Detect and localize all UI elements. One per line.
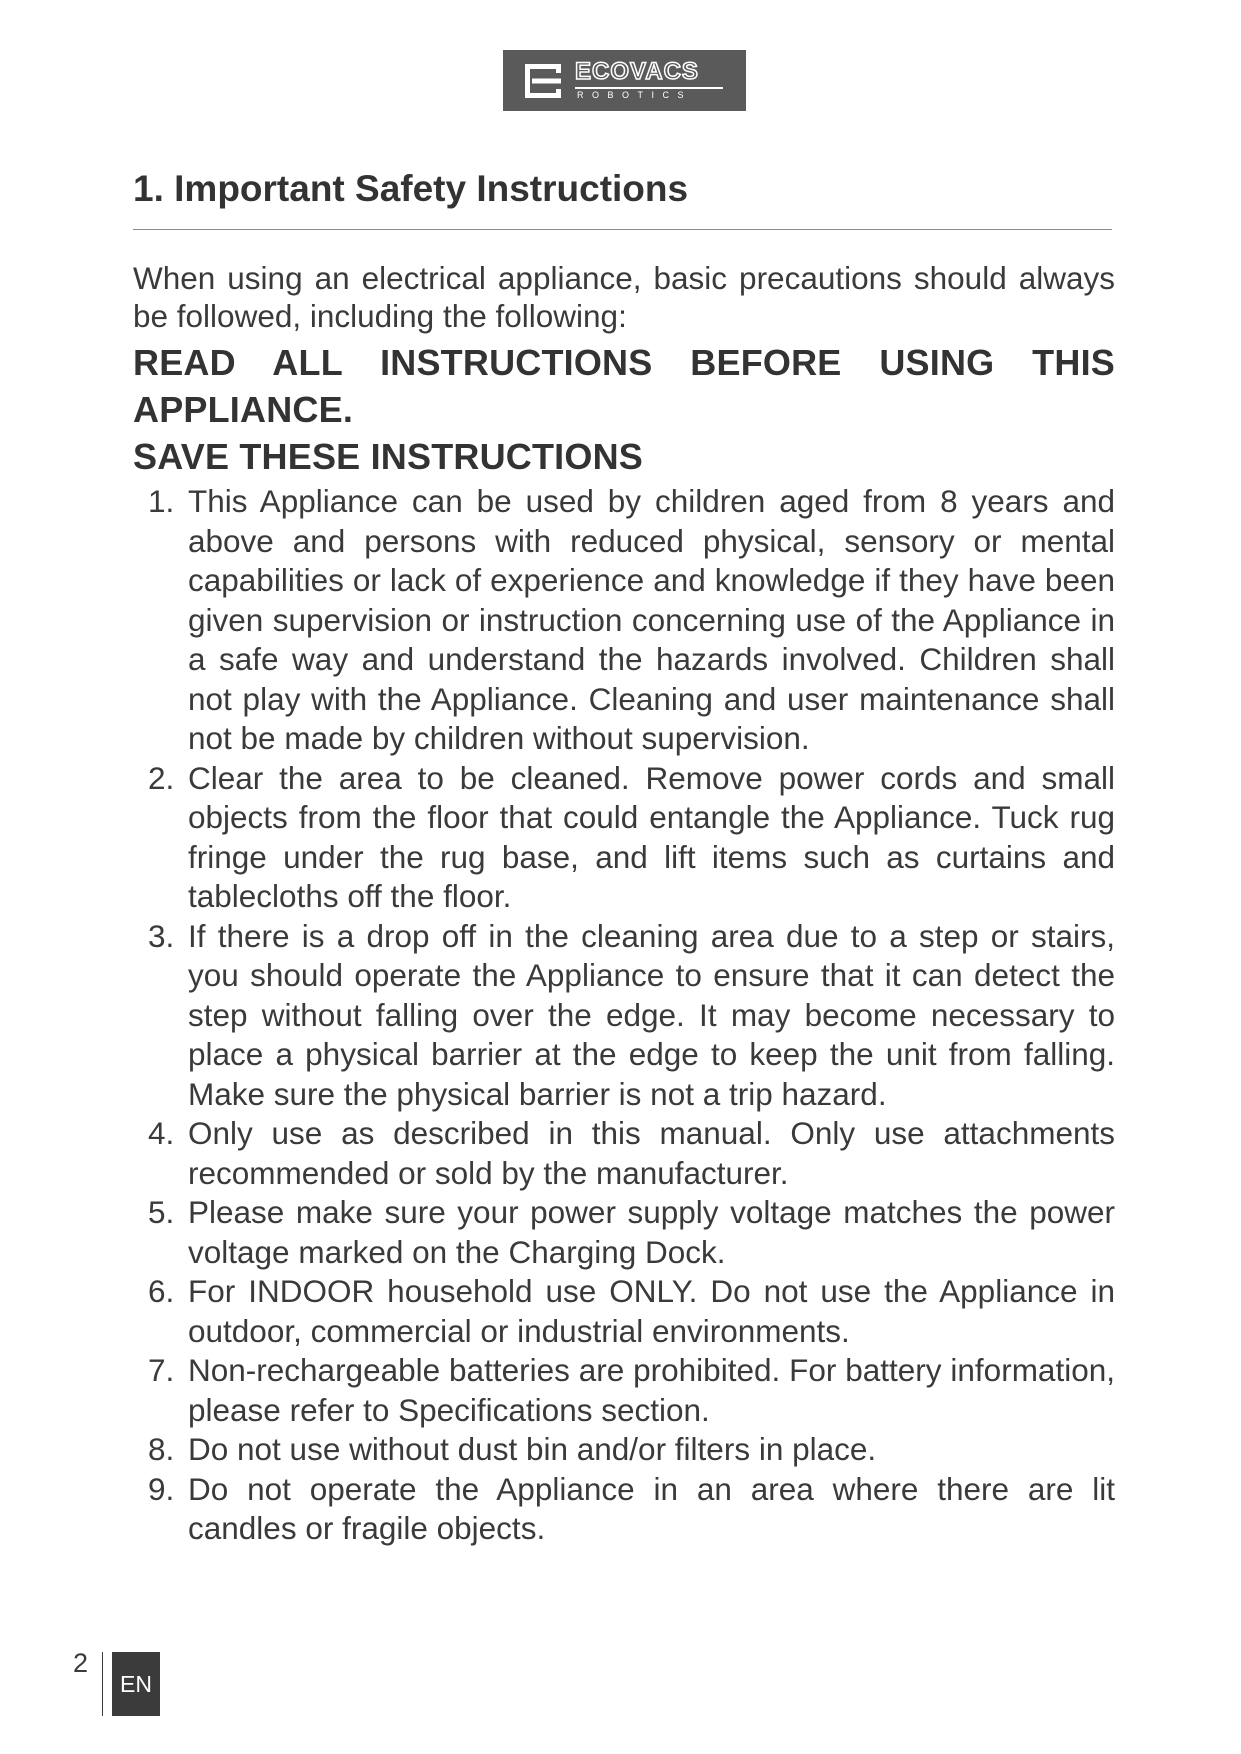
safety-content [133,259,1115,1549]
list-item [133,917,1115,1115]
title-divider [133,229,1112,230]
item-text: For INDOOR household use ONLY. Do not use the Appliance in outdoor, commercial or industrial environments. [188,1273,1115,1349]
save-instructions-notice: SAVE THESE INSTRUCTIONS [133,436,643,477]
item-text: Non-rechargeable batteries are prohibited. For battery information, please refer to Specifications section. [188,1352,1115,1428]
item-text: If there is a drop off in the cleaning area due to a step or stairs, you should operate the Appliance to ensure that it can detect the step without falling over the edge. It may become necessary to place a physical barrier at the edge to keep the unit from falling. Make sure the physical barrier is not a trip hazard. [188,917,1115,1112]
item-text: Clear the area to be cleaned. Remove power cords and small objects from the floor that could entangle the Appliance. Tuck rug fringe under the rug base, and lift items such as curtains and tablecloths off the floor. [188,759,1115,914]
logo-wordmark: ECOVACS [575,58,699,85]
item-number: 7. [148,1352,175,1388]
item-number: 2. [148,759,175,796]
item-text: This Appliance can be used by children aged from 8 years and above and persons with reduced physical, sensory or mental capabilities or lack of experience and knowledge if they have been given supervision or instruction concerning use of the Appliance in a safe way and understand the hazards involved. Children shall not play with the Appliance. Cleaning and user maintenance shall not be made by children without supervision. [188,483,1115,756]
logo-subtitle: ROBOTICS [577,90,693,100]
item-text: Please make sure your power supply voltage matches the power voltage marked on the Charging Dock. [188,1194,1115,1270]
item-number: 3. [148,917,175,954]
section-title: 1. Important Safety Instructions [133,168,689,209]
item-text: Do not use without dust bin and/or filters in place. [188,1431,877,1467]
list-item [133,1272,1115,1351]
list-item [133,1430,1115,1470]
item-number: 6. [148,1273,175,1309]
list-item [133,1193,1115,1272]
list-item [133,1470,1115,1549]
item-number: 8. [148,1431,175,1467]
language-badge: EN [112,1652,160,1716]
safety-instructions-list [133,482,1115,1549]
item-number: 9. [148,1470,175,1507]
logo-divider [575,87,723,89]
item-number: 4. [148,1115,175,1151]
page-number: 2 [73,1648,89,1678]
item-number: 1. [148,483,175,519]
list-item [133,482,1115,759]
ecovacs-logo [503,50,746,111]
intro-paragraph: When using an electrical appliance, basic precautions should always be followed, including the following: [133,260,1115,334]
list-item [133,1114,1115,1193]
list-item [133,759,1115,917]
read-instructions-notice: READ ALL INSTRUCTIONS BEFORE USING THIS APPLIANCE. [133,342,1115,430]
item-text: Only use as described in this manual. Only use attachments recommended or sold by the manufacturer. [188,1115,1115,1191]
item-text: Do not operate the Appliance in an area where there are lit candles or fragile objects. [188,1470,1115,1546]
item-number: 5. [148,1194,175,1230]
list-item [133,1351,1115,1430]
ecovacs-e-mark-icon [523,61,563,101]
footer-divider [102,1652,103,1716]
